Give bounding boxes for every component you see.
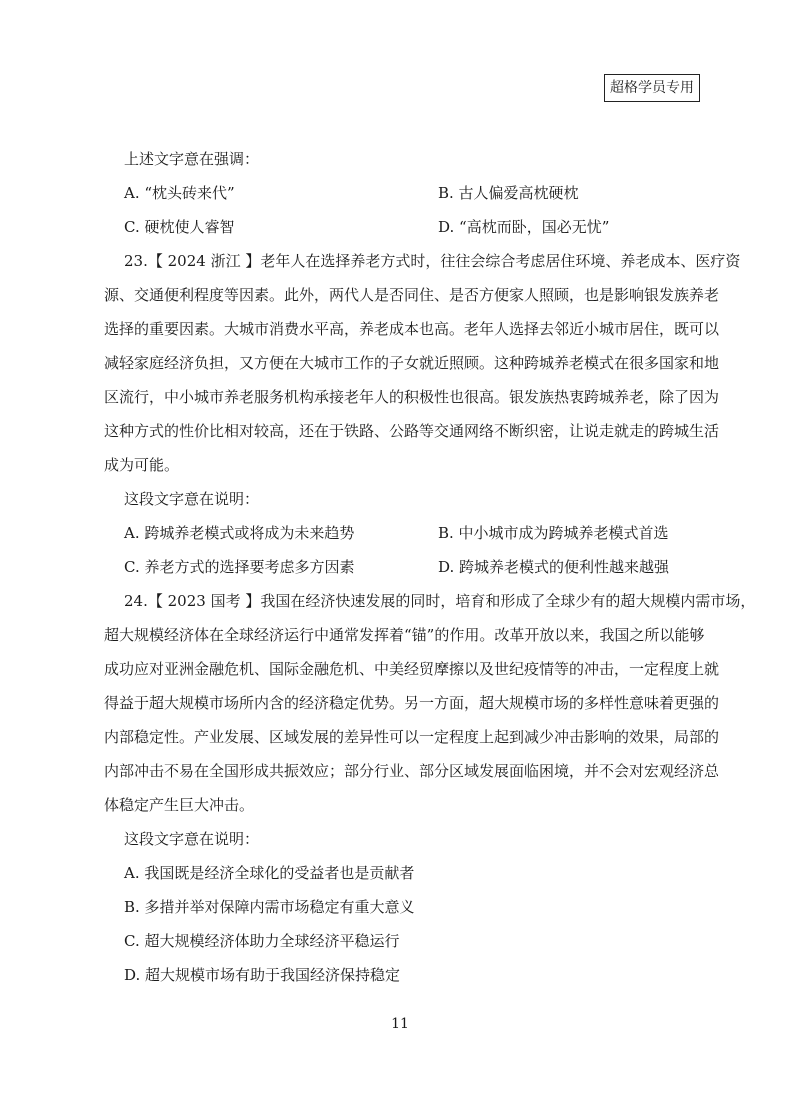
q23-option-d[interactable]: D. 跨城养老模式的便利性越来越强 bbox=[438, 558, 670, 576]
q23-option-b[interactable]: B. 中小城市成为跨城养老模式首选 bbox=[438, 524, 669, 542]
q24-option-a[interactable]: A. 我国既是经济全球化的受益者也是贡献者 bbox=[124, 864, 415, 882]
q23-option-c[interactable]: C. 养老方式的选择要考虑多方因素 bbox=[124, 558, 355, 576]
q23-line: 选择的重要因素。大城市消费水平高，养老成本也高。老年人选择去邻近小城市居住，既可以 bbox=[104, 320, 720, 338]
q24-line: 内部稳定性。产业发展、区域发展的差异性可以一定程度上起到减少冲击影响的效果，局部的 bbox=[104, 728, 720, 746]
q24-line: 内部冲击不易在全国形成共振效应；部分行业、部分区域发展面临困境，并不会对宏观经济总 bbox=[104, 762, 720, 780]
q24-prompt: 这段文字意在说明： bbox=[124, 830, 260, 848]
q23-options-row-2 bbox=[124, 550, 680, 584]
q22-option-a[interactable]: A. “枕头砖来代” bbox=[124, 184, 235, 202]
exclusive-use-stamp: 超格学员专用 bbox=[604, 74, 700, 102]
q24-line: 24.【 2023 国考 】我国在经济快速发展的同时，培育和形成了全球少有的超大规模内需市场， bbox=[124, 592, 756, 610]
q24-option-c[interactable]: C. 超大规模经济体助力全球经济平稳运行 bbox=[124, 932, 400, 950]
q23-line: 成为可能。 bbox=[104, 456, 180, 474]
q24-option-b[interactable]: B. 多措并举对保障内需市场稳定有重大意义 bbox=[124, 898, 415, 916]
q24-line: 得益于超大规模市场所内含的经济稳定优势。另一方面，超大规模市场的多样性意味着更强的 bbox=[104, 694, 720, 712]
q23-passage bbox=[104, 244, 741, 482]
q23-prompt: 这段文字意在说明： bbox=[124, 490, 260, 508]
q24-line: 体稳定产生巨大冲击。 bbox=[104, 796, 255, 814]
page-number: 11 bbox=[391, 1016, 409, 1032]
q24-line: 成功应对亚洲金融危机、国际金融危机、中美经贸摩擦以及世纪疫情等的冲击，一定程度上就 bbox=[104, 660, 720, 678]
q23-options-row-1 bbox=[124, 516, 680, 550]
q23-line: 源、交通便利程度等因素。此外，两代人是否同住、是否方便家人照顾，也是影响银发族养老 bbox=[104, 286, 720, 304]
q23-line: 23.【 2024 浙江 】老年人在选择养老方式时，往往会综合考虑居住环境、养老成本、医疗资 bbox=[124, 252, 741, 270]
q22-option-c[interactable]: C. 硬枕使人睿智 bbox=[124, 218, 235, 236]
q23-line: 区流行，中小城市养老服务机构承接老年人的积极性也很高。银发族热衷跨城养老，除了因为 bbox=[104, 388, 720, 406]
q22-prompt: 上述文字意在强调： bbox=[124, 150, 260, 168]
q23-line: 这种方式的性价比相对较高，还在于铁路、公路等交通网络不断织密，让说走就走的跨城生活 bbox=[104, 422, 720, 440]
q22-options-row-2 bbox=[124, 210, 680, 244]
q22-options-row-1 bbox=[124, 176, 680, 210]
q24-option-d[interactable]: D. 超大规模市场有助于我国经济保持稳定 bbox=[124, 966, 401, 984]
q23-line: 减轻家庭经济负担，又方便在大城市工作的子女就近照顾。这种跨城养老模式在很多国家和地 bbox=[104, 354, 720, 372]
q24-passage bbox=[104, 584, 756, 822]
q23-option-a[interactable]: A. 跨城养老模式或将成为未来趋势 bbox=[124, 524, 355, 542]
q22-option-d[interactable]: D. “高枕而卧，国必无忧” bbox=[438, 218, 610, 236]
q22-option-b[interactable]: B. 古人偏爱高枕硬枕 bbox=[438, 184, 579, 202]
q24-line: 超大规模经济体在全球经济运行中通常发挥着“锚”的作用。改革开放以来，我国之所以能够 bbox=[104, 626, 705, 644]
page-content bbox=[104, 142, 756, 992]
